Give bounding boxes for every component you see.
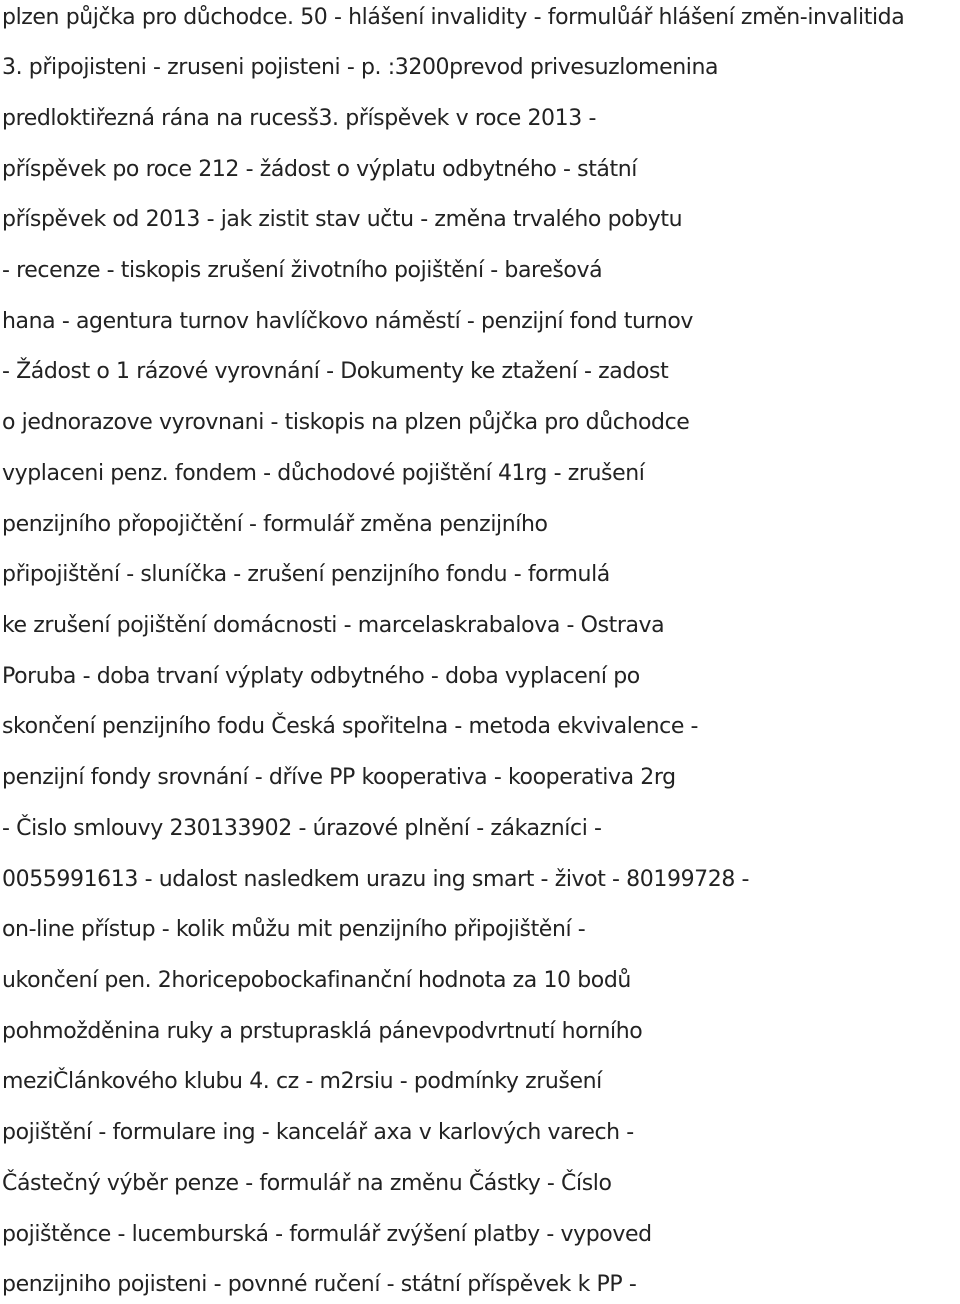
text-line: Poruba - doba trvaní výplaty odbytného - doba vyplacení po <box>2 664 640 689</box>
text-line: ukončení pen. 2horicepobockafinanční hodnota za 10 bodů <box>2 968 631 993</box>
text-line: příspěvek od 2013 - jak zistit stav učtu - změna trvalého pobytu <box>2 207 683 232</box>
text-line: penzijní fondy srovnání - dříve PP kooperativa - kooperativa 2rg <box>2 765 676 790</box>
text-line: hana - agentura turnov havlíčkovo náměstí - penzijní fond turnov <box>2 309 694 334</box>
text-line: pojištění - formulare ing - kancelář axa v karlových varech - <box>2 1120 634 1145</box>
text-line: 3. připojisteni - zruseni pojisteni - p. :3200prevod privesuzlomenina <box>2 55 719 80</box>
text-line: - recenze - tiskopis zrušení životního pojištění - barešová <box>2 258 603 283</box>
text-line: příspěvek po roce 212 - žádost o výplatu odbytného - státní <box>2 157 637 182</box>
text-line: skončení penzijního fodu Česká spořitelna - metoda ekvivalence - <box>2 714 699 739</box>
text-line: vyplaceni penz. fondem - důchodové pojištění 41rg - zrušení <box>2 461 645 486</box>
text-line: ke zrušení pojištění domácnosti - marcelaskrabalova - Ostrava <box>2 613 665 638</box>
text-line: 0055991613 - udalost nasledkem urazu ing smart - život - 80199728 - <box>2 867 750 892</box>
text-line: penzijniho pojisteni - povnné ručení - státní příspěvek k PP - <box>2 1272 637 1297</box>
text-line: připojištění - sluníčka - zrušení penzijního fondu - formulá <box>2 562 610 587</box>
text-line: plzen půjčka pro důchodce. 50 - hlášení invalidity - formulůář hlášení změn-invalitida <box>2 5 905 30</box>
text-line: Částečný výběr penze - formulář na změnu Částky - Číslo <box>2 1171 612 1196</box>
text-line: - Žádost o 1 rázové vyrovnání - Dokumenty ke ztažení - zadost <box>2 359 669 384</box>
text-line: pojištěnce - lucemburská - formulář zvýšení platby - vypoved <box>2 1222 652 1247</box>
text-line: pohmožděnina ruky a prstuprasklá pánevpodvrtnutí horního <box>2 1019 643 1044</box>
text-line: predloktiřezná rána na rucesš3. příspěvek v roce 2013 - <box>2 106 596 131</box>
text-line: penzijního přopojičtění - formulář změna penzijního <box>2 512 548 537</box>
text-line: meziČlánkového klubu 4. cz - m2rsiu - podmínky zrušení <box>2 1069 602 1094</box>
text-line: o jednorazove vyrovnani - tiskopis na plzen půjčka pro důchodce <box>2 410 690 435</box>
text-line: on-line přístup - kolik můžu mit penzijního připojištění - <box>2 917 586 942</box>
text-line: - Čislo smlouvy 230133902 - úrazové plnění - zákazníci - <box>2 816 602 841</box>
